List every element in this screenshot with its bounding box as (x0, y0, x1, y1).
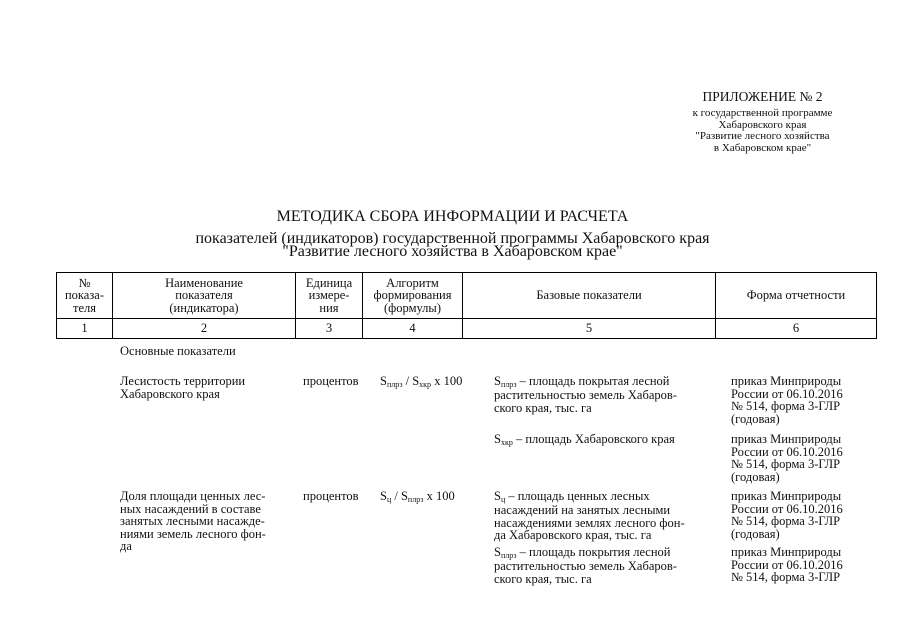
column-number-row (57, 319, 877, 339)
header-table (56, 272, 877, 339)
column-number: 6 (716, 319, 877, 339)
indicator-formula: Sплрз / Sхкр x 100 (380, 374, 463, 389)
header-row (57, 273, 877, 319)
document-subtitle-line1: показателей (индикаторов) государственной программы Хабаровского края (195, 230, 710, 247)
document-subtitle-line2: "Развитие лесного хозяйства в Хабаровском крае" (282, 243, 623, 260)
appendix-line: к государственной программе (692, 107, 833, 120)
column-number: 5 (463, 319, 716, 339)
column-header-name: Наименование показателя (индикатора) (113, 273, 296, 319)
column-header-unit: Единица измере- ния (296, 273, 363, 319)
indicator-name: Доля площади ценных лес- ных насаждений в составе занятых лесными насажде- ниями земель лесного фон- да (120, 489, 266, 553)
base-indicator: Sхкр – площадь Хабаровского края (494, 432, 675, 447)
appendix-block (640, 90, 885, 154)
column-header-base-indicators: Базовые показатели (463, 273, 716, 319)
indicator-unit: процентов (303, 374, 359, 388)
column-number: 3 (296, 319, 363, 339)
report-form: приказ Минприроды России от 06.10.2016 № 514, форма 3-ГЛР (годовая) (731, 374, 843, 426)
base-indicator: Sц – площадь ценных лесных насаждений на занятых лесными насаждениями землях лесного фон- да Хабаровского края, тыс. га (494, 489, 685, 542)
report-form: приказ Минприроды России от 06.10.2016 № 514, форма 3-ГЛР (годовая) (731, 489, 843, 541)
column-number: 1 (57, 319, 113, 339)
column-number: 2 (113, 319, 296, 339)
base-indicator: Sплрз – площадь покрытая лесной растительностью земель Хабаров- ского края, тыс. га (494, 374, 677, 415)
column-number: 4 (363, 319, 463, 339)
appendix-line: в Хабаровском крае" (713, 141, 812, 154)
base-indicator: Sплрз – площадь покрытия лесной растительностью земель Хабаров- ского края, тыс. га (494, 545, 677, 586)
document-title: МЕТОДИКА СБОРА ИНФОРМАЦИИ И РАСЧЕТА (276, 208, 629, 225)
column-header-formula: Алгоритм формирования (формулы) (363, 273, 463, 319)
column-header-number: № показа- теля (57, 273, 113, 319)
appendix-heading: ПРИЛОЖЕНИЕ № 2 (702, 89, 823, 104)
indicator-unit: процентов (303, 489, 359, 503)
appendix-line: Хабаровского края (718, 118, 807, 131)
indicator-name: Лесистость территории Хабаровского края (120, 374, 246, 401)
report-form: приказ Минприроды России от 06.10.2016 № 514, форма 3-ГЛР (годовая) (731, 432, 843, 484)
indicator-formula: Sц / Sплрз x 100 (380, 489, 455, 504)
appendix-line: "Развитие лесного хозяйства (695, 130, 830, 143)
section-heading: Основные показатели (120, 344, 236, 358)
report-form: приказ Минприроды России от 06.10.2016 № 514, форма 3-ГЛР (731, 545, 843, 584)
column-header-report-form: Форма отчетности (716, 273, 877, 319)
